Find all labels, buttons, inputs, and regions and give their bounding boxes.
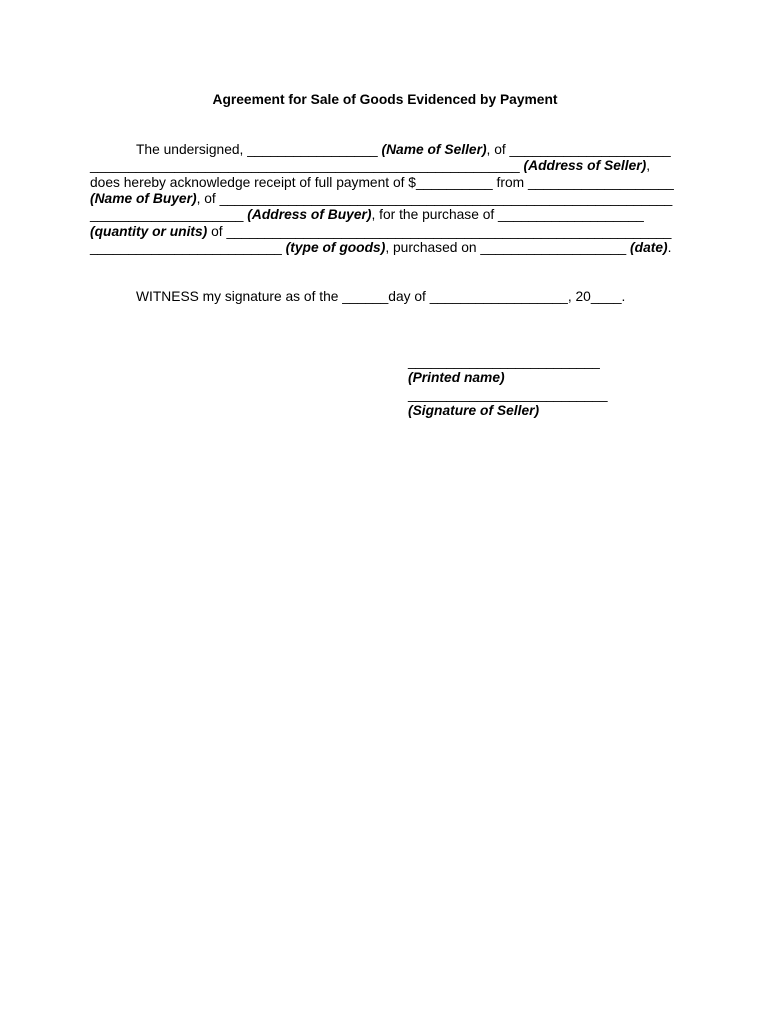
paragraph-text: , of _____________________ [486,142,671,157]
signature-line: __________________________ [408,386,608,402]
witness-statement: WITNESS my signature as of the ______day of __________________, 20____. [136,289,626,304]
address-of-buyer-label: (Address of Buyer) [247,207,372,223]
quantity-or-units-label: (quantity or units) [90,223,208,239]
name-of-seller-label: (Name of Seller) [381,142,487,157]
acknowledgment-paragraph [90,142,690,256]
paragraph-line [90,175,690,191]
paragraph-text: , for the purchase of ___________________ [371,207,644,223]
paragraph-text: does hereby acknowledge receipt of full payment of $__________ from ___________________ [90,174,674,190]
paragraph-line [90,224,690,240]
signature-of-seller-label: (Signature of Seller) [408,403,540,418]
paragraph-text: The undersigned, _________________ [136,142,382,157]
paragraph-line [90,191,690,207]
paragraph-text: . [667,239,672,255]
printed-name-line: _________________________ [408,353,600,369]
address-of-seller-label: (Address of Seller) [523,158,647,174]
document-title: Agreement for Sale of Goods Evidenced by Payment [212,92,558,107]
paragraph-line [90,158,690,174]
date-label: (date) [630,239,668,255]
address-of-buyer-blank: ____________________ [90,207,248,223]
paragraph-line [90,207,690,223]
address-of-seller-blank: ________________________________________________________ [90,158,524,174]
paragraph-text: , of ___________________________________________________________ [196,190,673,206]
type-of-goods-blank: _________________________ [90,239,286,255]
paragraph-line [90,142,690,158]
printed-name-label: (Printed name) [408,370,505,385]
paragraph-text: , purchased on ___________________ [385,239,631,255]
paragraph-text: , [646,158,651,174]
type-of-goods-label: (type of goods) [285,239,386,255]
paragraph-line [90,240,690,256]
paragraph-text: of __________________________________________________________ [207,223,672,239]
signature-block [408,354,608,420]
name-of-buyer-label: (Name of Buyer) [90,190,197,206]
